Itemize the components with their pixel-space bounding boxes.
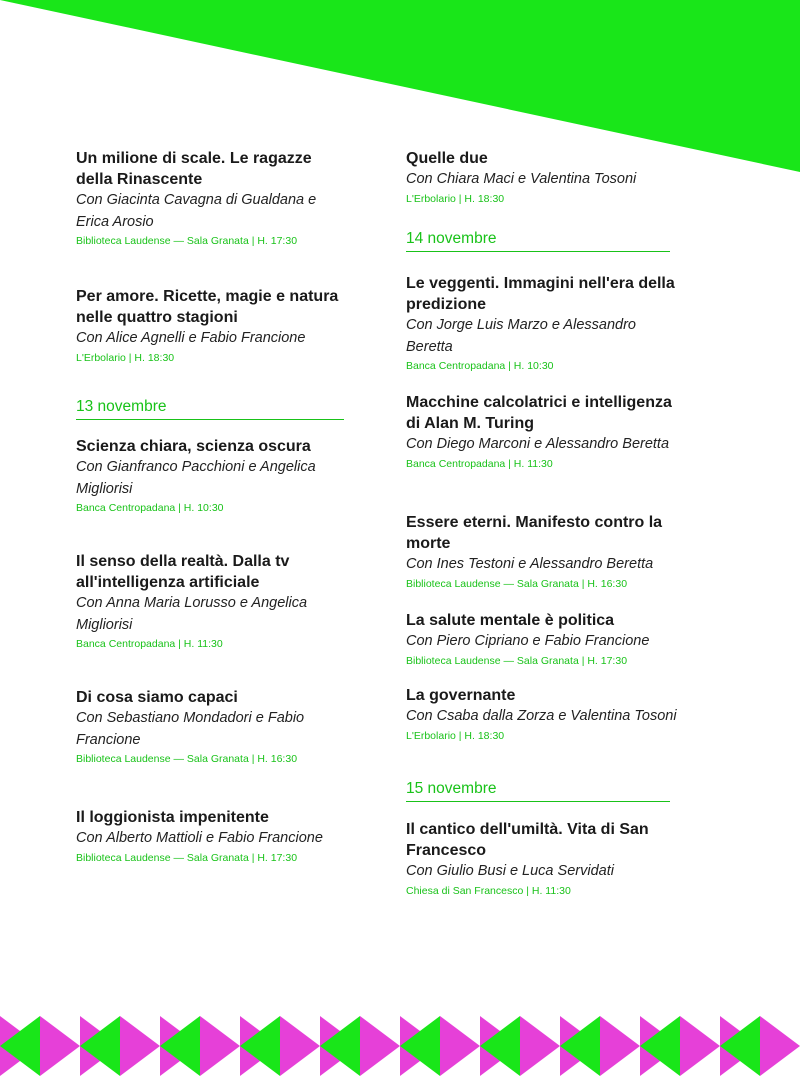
event-item (406, 819, 686, 898)
event-guests: Con Jorge Luis Marzo e Alessandro Beretta (406, 317, 636, 355)
event-guests: Con Csaba dalla Zorza e Valentina Tosoni (406, 708, 677, 724)
event-title: La salute mentale è politica (406, 612, 615, 629)
event-item (76, 436, 344, 516)
event-item (76, 551, 344, 652)
event-title: Le veggenti. Immagini nell'era della predizione (406, 275, 675, 313)
border-triangle (280, 1016, 320, 1076)
border-triangle (440, 1016, 480, 1076)
event-title: Essere eterni. Manifesto contro la morte (406, 514, 663, 552)
event-venue: L'Erbolario | H. 18:30 (76, 351, 175, 364)
event-venue: L'Erbolario | H. 18:30 (406, 729, 505, 742)
border-triangle (200, 1016, 240, 1076)
border-triangle (360, 1016, 400, 1076)
event-item (406, 273, 686, 374)
border-triangle (520, 1016, 560, 1076)
event-venue: Banca Centropadana | H. 10:30 (76, 502, 224, 514)
bottom-triangle-border (0, 1016, 800, 1076)
event-item (76, 687, 344, 767)
border-triangle (120, 1016, 160, 1076)
border-triangle (680, 1016, 720, 1076)
event-item (76, 148, 344, 249)
event-guests: Con Chiara Maci e Valentina Tosoni (406, 171, 637, 187)
event-guests: Con Gianfranco Pacchioni e Angelica Migliorisi (76, 459, 316, 497)
event-guests: Con Giacinta Cavagna di Gualdana e Erica Arosio (76, 192, 317, 230)
event-title: La governante (406, 687, 516, 704)
border-triangle (760, 1016, 800, 1076)
event-guests: Con Giulio Busi e Luca Servidati (406, 863, 614, 879)
event-venue: Biblioteca Laudense — Sala Granata | H. 16:30 (406, 577, 628, 590)
event-venue: Banca Centropadana | H. 10:30 (406, 360, 554, 372)
event-venue: L'Erbolario | H. 18:30 (406, 192, 505, 205)
date-header-14: 14 novembre (406, 230, 670, 252)
event-title: Per amore. Ricette, magie e natura nelle quattro stagioni (76, 288, 339, 326)
event-venue: Biblioteca Laudense — Sala Granata | H. 16:30 (76, 753, 298, 765)
event-guests: Con Sebastiano Mondadori e Fabio Francione (76, 710, 305, 748)
event-item (76, 286, 344, 365)
border-triangle (600, 1016, 640, 1076)
event-guests: Con Piero Cipriano e Fabio Francione (406, 633, 650, 649)
event-title: Il senso della realtà. Dalla tv all'intelligenza artificiale (76, 553, 290, 591)
border-triangle (40, 1016, 80, 1076)
event-title: Scienza chiara, scienza oscura (76, 438, 311, 455)
event-title: Un milione di scale. Le ragazze della Rinascente (76, 150, 312, 188)
event-guests: Con Alice Agnelli e Fabio Francione (76, 330, 306, 346)
event-item (406, 685, 686, 743)
date-header-13: 13 novembre (76, 398, 344, 420)
event-item (406, 512, 686, 591)
event-title: Il cantico dell'umiltà. Vita di San Francesco (406, 821, 649, 859)
event-venue: Chiesa di San Francesco | H. 11:30 (406, 884, 571, 897)
event-item (76, 807, 344, 865)
event-guests: Con Diego Marconi e Alessandro Beretta (406, 436, 670, 452)
event-venue: Banca Centropadana | H. 11:30 (76, 638, 223, 650)
event-title: Macchine calcolatrici e intelligenza di Alan M. Turing (406, 394, 672, 432)
event-venue: Biblioteca Laudense — Sala Granata | H. 17:30 (406, 654, 628, 667)
date-header-15: 15 novembre (406, 780, 670, 802)
event-venue: Biblioteca Laudense — Sala Granata | H. 17:30 (76, 235, 298, 247)
event-guests: Con Anna Maria Lorusso e Angelica Migliorisi (76, 595, 308, 633)
event-venue: Banca Centropadana | H. 11:30 (406, 457, 553, 470)
event-guests: Con Alberto Mattioli e Fabio Francione (76, 830, 323, 846)
event-title: Il loggionista impenitente (76, 809, 269, 826)
event-venue: Biblioteca Laudense — Sala Granata | H. 17:30 (76, 851, 298, 864)
event-item (406, 610, 686, 668)
event-title: Di cosa siamo capaci (76, 689, 238, 706)
event-title: Quelle due (406, 150, 488, 167)
event-item (406, 148, 686, 206)
event-item (406, 392, 686, 471)
event-guests: Con Ines Testoni e Alessandro Beretta (406, 556, 654, 572)
